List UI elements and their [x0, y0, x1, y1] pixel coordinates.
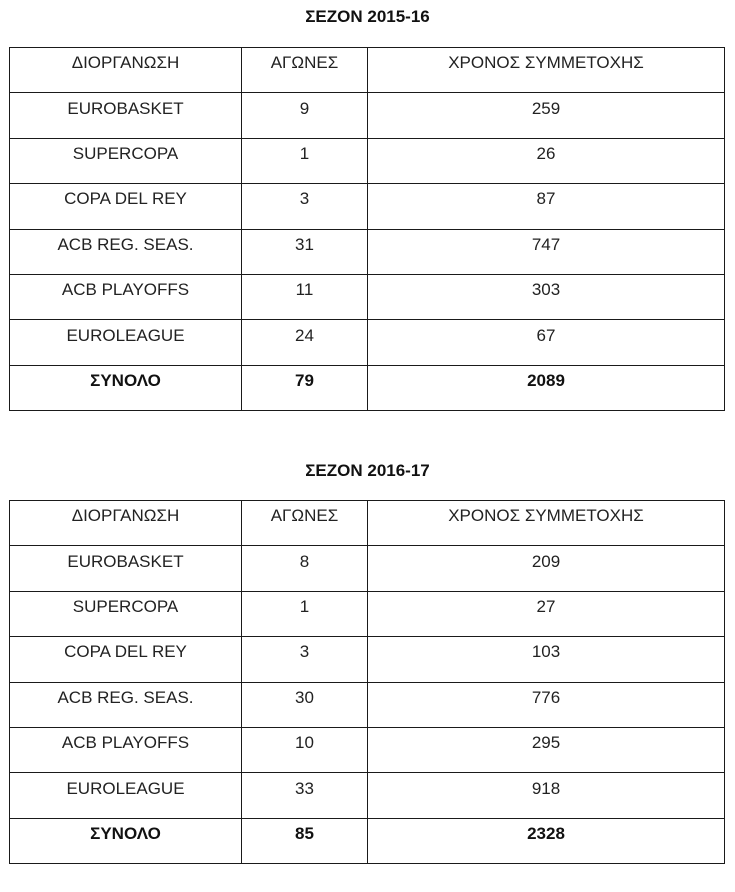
competition-cell: EUROBASKET [10, 93, 242, 138]
minutes-cell: 103 [368, 637, 725, 682]
competition-cell: COPA DEL REY [10, 184, 242, 229]
competition-cell: SUPERCOPA [10, 591, 242, 636]
games-cell: 8 [242, 546, 368, 591]
column-header-competition: ΔΙΟΡΓΑΝΩΣΗ [10, 48, 242, 93]
table-row [10, 546, 725, 591]
competition-cell: ACB REG. SEAS. [10, 682, 242, 727]
table-header-row [10, 501, 725, 546]
season-title: ΣΕΖΟΝ 2016-17 [305, 461, 430, 480]
table-row [10, 682, 725, 727]
column-header-games: ΑΓΩΝΕΣ [242, 501, 368, 546]
games-cell: 1 [242, 138, 368, 183]
competition-cell: ACB PLAYOFFS [10, 274, 242, 319]
table-row [10, 229, 725, 274]
column-header-minutes: ΧΡΟΝΟΣ ΣΥΜΜΕΤΟΧΗΣ [368, 501, 725, 546]
table-row [10, 773, 725, 818]
table-row [10, 93, 725, 138]
table-total-row [10, 818, 725, 863]
total-minutes-cell: 2089 [368, 365, 725, 410]
minutes-cell: 747 [368, 229, 725, 274]
table-row [10, 637, 725, 682]
competition-cell: EUROLEAGUE [10, 773, 242, 818]
table-row [10, 591, 725, 636]
table-row [10, 727, 725, 772]
games-cell: 30 [242, 682, 368, 727]
total-games-cell: 79 [242, 365, 368, 410]
competition-cell: ACB REG. SEAS. [10, 229, 242, 274]
games-cell: 11 [242, 274, 368, 319]
minutes-cell: 27 [368, 591, 725, 636]
competition-cell: SUPERCOPA [10, 138, 242, 183]
games-cell: 31 [242, 229, 368, 274]
table-row [10, 138, 725, 183]
table-row [10, 184, 725, 229]
table-header-row [10, 48, 725, 93]
minutes-cell: 87 [368, 184, 725, 229]
competition-cell: COPA DEL REY [10, 637, 242, 682]
games-cell: 3 [242, 184, 368, 229]
minutes-cell: 303 [368, 274, 725, 319]
total-games-cell: 85 [242, 818, 368, 863]
column-header-games: ΑΓΩΝΕΣ [242, 48, 368, 93]
total-minutes-cell: 2328 [368, 818, 725, 863]
season-stats-table [9, 47, 725, 411]
games-cell: 1 [242, 591, 368, 636]
season-title: ΣΕΖΟΝ 2015-16 [305, 7, 430, 26]
minutes-cell: 295 [368, 727, 725, 772]
games-cell: 9 [242, 93, 368, 138]
minutes-cell: 26 [368, 138, 725, 183]
games-cell: 10 [242, 727, 368, 772]
minutes-cell: 776 [368, 682, 725, 727]
competition-cell: EUROLEAGUE [10, 320, 242, 365]
minutes-cell: 209 [368, 546, 725, 591]
total-label-cell: ΣΥΝΟΛΟ [10, 818, 242, 863]
table-row [10, 274, 725, 319]
games-cell: 24 [242, 320, 368, 365]
minutes-cell: 259 [368, 93, 725, 138]
minutes-cell: 918 [368, 773, 725, 818]
column-header-competition: ΔΙΟΡΓΑΝΩΣΗ [10, 501, 242, 546]
competition-cell: EUROBASKET [10, 546, 242, 591]
table-row [10, 320, 725, 365]
games-cell: 33 [242, 773, 368, 818]
minutes-cell: 67 [368, 320, 725, 365]
competition-cell: ACB PLAYOFFS [10, 727, 242, 772]
table-total-row [10, 365, 725, 410]
total-label-cell: ΣΥΝΟΛΟ [10, 365, 242, 410]
season-stats-table [9, 500, 725, 864]
column-header-minutes: ΧΡΟΝΟΣ ΣΥΜΜΕΤΟΧΗΣ [368, 48, 725, 93]
games-cell: 3 [242, 637, 368, 682]
